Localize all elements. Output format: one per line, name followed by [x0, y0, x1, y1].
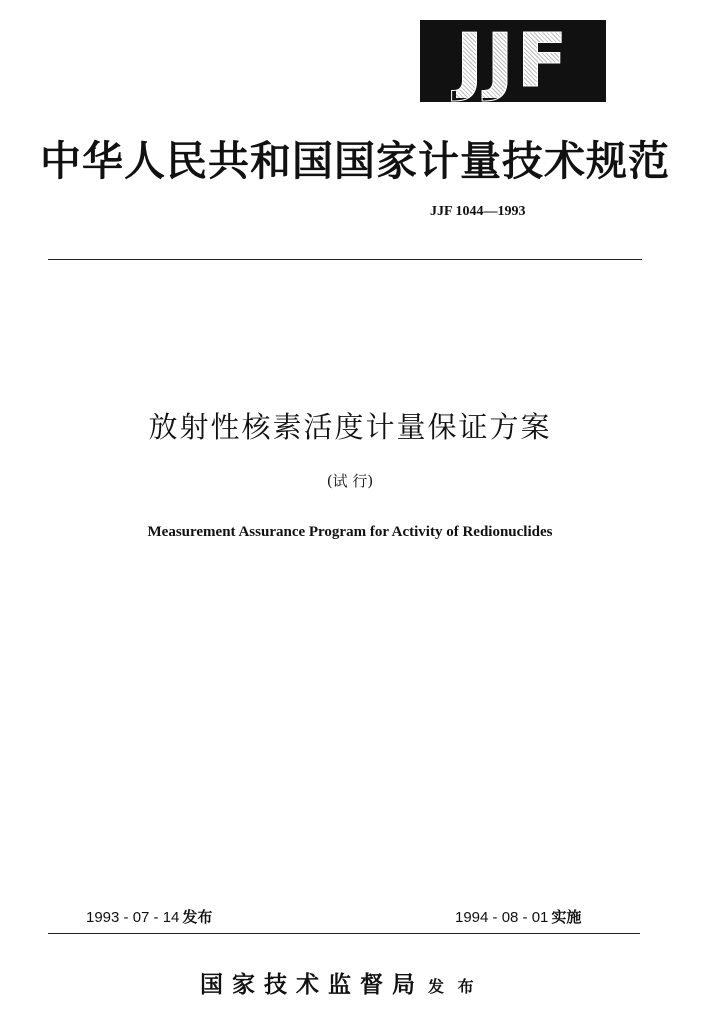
jjf-logo — [420, 20, 606, 102]
trial-note: (试 行) — [326, 472, 374, 490]
publisher-action: 发 布 — [428, 977, 478, 996]
top-divider — [48, 259, 642, 260]
chinese-document-title: 放射性核素活度计量保证方案 — [148, 410, 552, 444]
effective-label: 实施 — [551, 908, 582, 926]
effective-date-block — [455, 906, 581, 927]
issue-date-block — [86, 906, 212, 927]
issue-date: 1993 - 07 - 14 — [86, 909, 180, 926]
document-number: JJF 1044—1993 — [430, 204, 526, 219]
issue-label: 发布 — [182, 908, 213, 926]
logo-text: JJF — [455, 18, 571, 104]
publisher-name: 国家技术监督局 — [200, 971, 424, 998]
bottom-divider — [48, 933, 640, 934]
english-document-title: Measurement Assurance Program for Activity of Redionuclides — [147, 524, 553, 540]
national-standard-title: 中华人民共和国国家计量技术规范 — [40, 137, 670, 185]
effective-date: 1994 - 08 - 01 — [455, 909, 549, 926]
publisher-block — [200, 966, 520, 999]
